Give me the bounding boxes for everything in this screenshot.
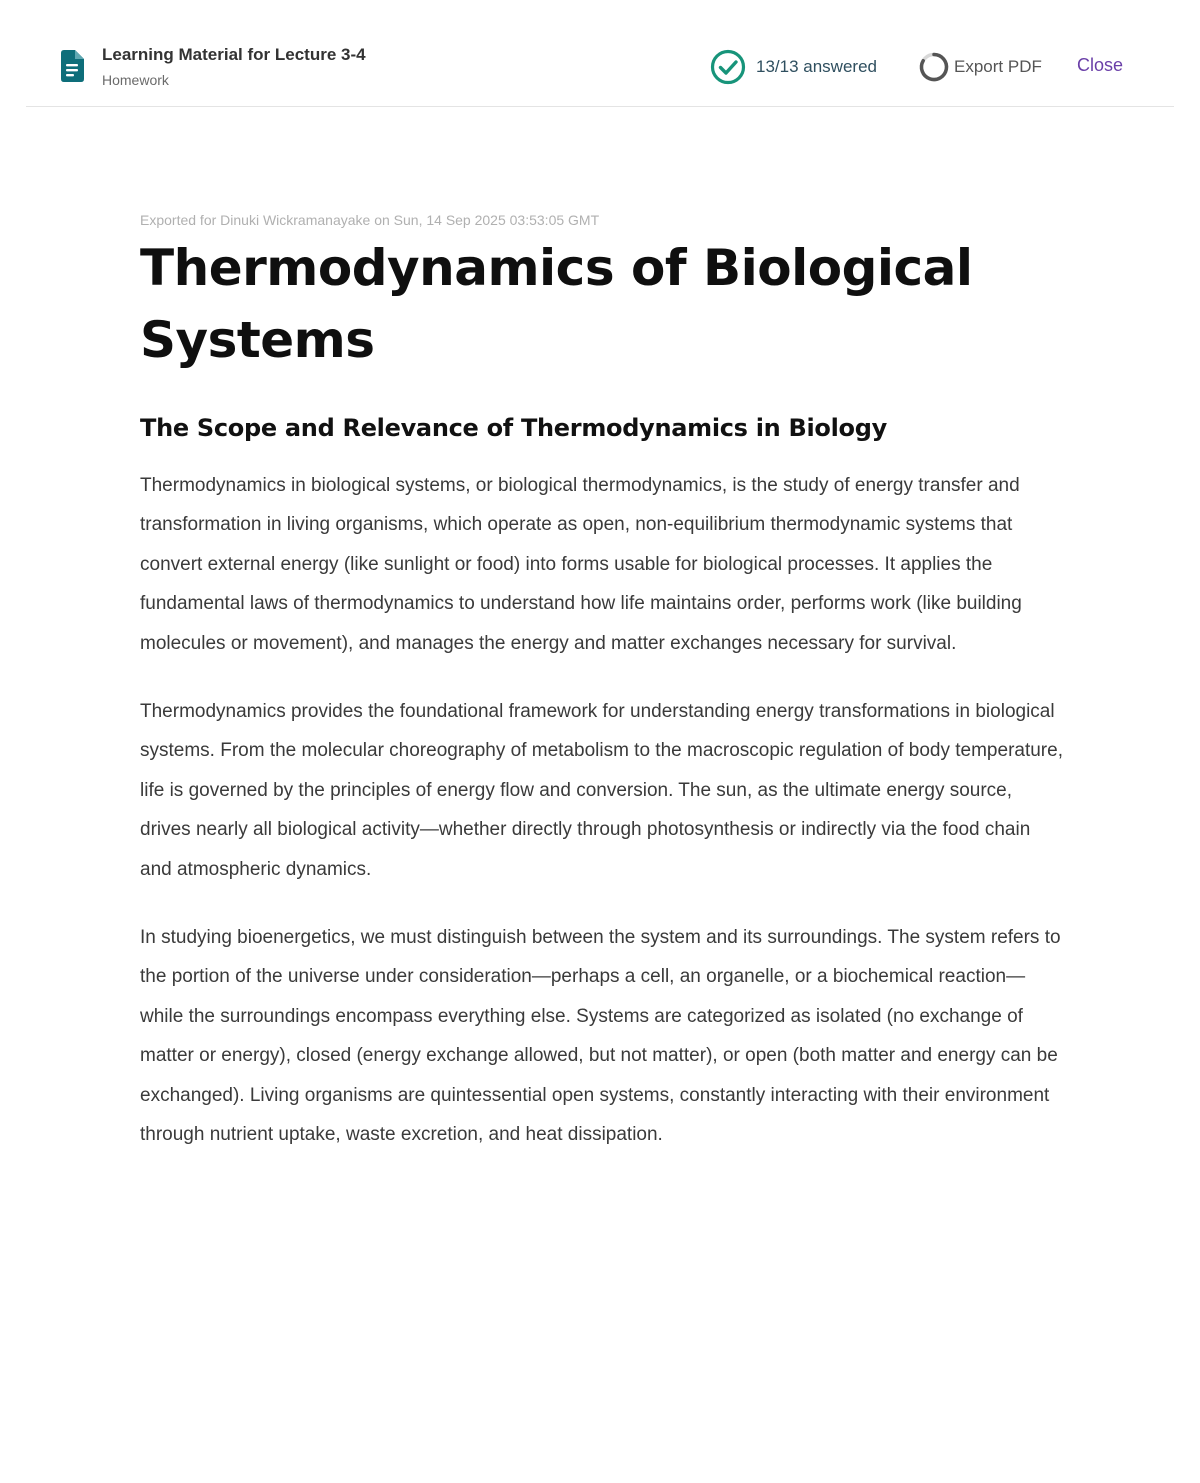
answered-count: 13/13 answered	[756, 57, 877, 76]
paragraph-1: Thermodynamics in biological systems, or biological thermodynamics, is the study of energy transfer and transformation in living organisms, which operate as open, non-equilibrium thermodynamic systems that convert external energy (like sunlight or food) into forms usable for biological processes. It applies the fundamental laws of thermodynamics to understand how life maintains order, performs work (like building molecules or movement), and manages the energy and matter exchanges necessary for survival.	[140, 475, 1022, 654]
export-pdf-button[interactable]	[918, 50, 1042, 84]
document-body	[140, 210, 1065, 1155]
paragraph-2: Thermodynamics provides the foundational framework for understanding energy transformations in biological systems. From the molecular choreography of metabolism to the macroscopic regulation of body temperature, life is governed by the principles of energy flow and conversion. The sun, as the ultimate energy source, drives nearly all biological activity—whether directly through photosynthesis or indirectly via the food chain and atmospheric dynamics.	[140, 701, 1063, 880]
progress-ring-icon	[918, 51, 950, 83]
page-title: Thermodynamics of Biological Systems	[140, 239, 973, 369]
paragraph-3: In studying bioenergetics, we must distinguish between the system and its surroundings. The system refers to the portion of the universe under consideration—perhaps a cell, an organelle, or a biochemical reaction—while the surroundings encompass everything else. Systems are categorized as isolated (no exchange of matter or energy), closed (energy exchange allowed, but not matter), or open (both matter and energy can be exchanged). Living organisms are quintessential open systems, constantly interacting with their environment through nutrient uptake, waste excretion, and heat dissipation.	[140, 927, 1061, 1146]
document-icon	[59, 49, 85, 83]
check-circle-icon	[710, 49, 746, 85]
export-meta: Exported for Dinuki Wickramanayake on Sun, 14 Sep 2025 03:53:05 GMT	[140, 212, 600, 228]
export-pdf-label: Export PDF	[954, 57, 1042, 76]
top-bar	[26, 0, 1174, 107]
lesson-subtitle: Homework	[102, 72, 169, 88]
section-heading: The Scope and Relevance of Thermodynamics in Biology	[140, 414, 887, 442]
lesson-title: Learning Material for Lecture 3-4	[102, 45, 366, 64]
answered-status	[710, 49, 877, 85]
close-button[interactable]: Close	[1077, 55, 1124, 75]
